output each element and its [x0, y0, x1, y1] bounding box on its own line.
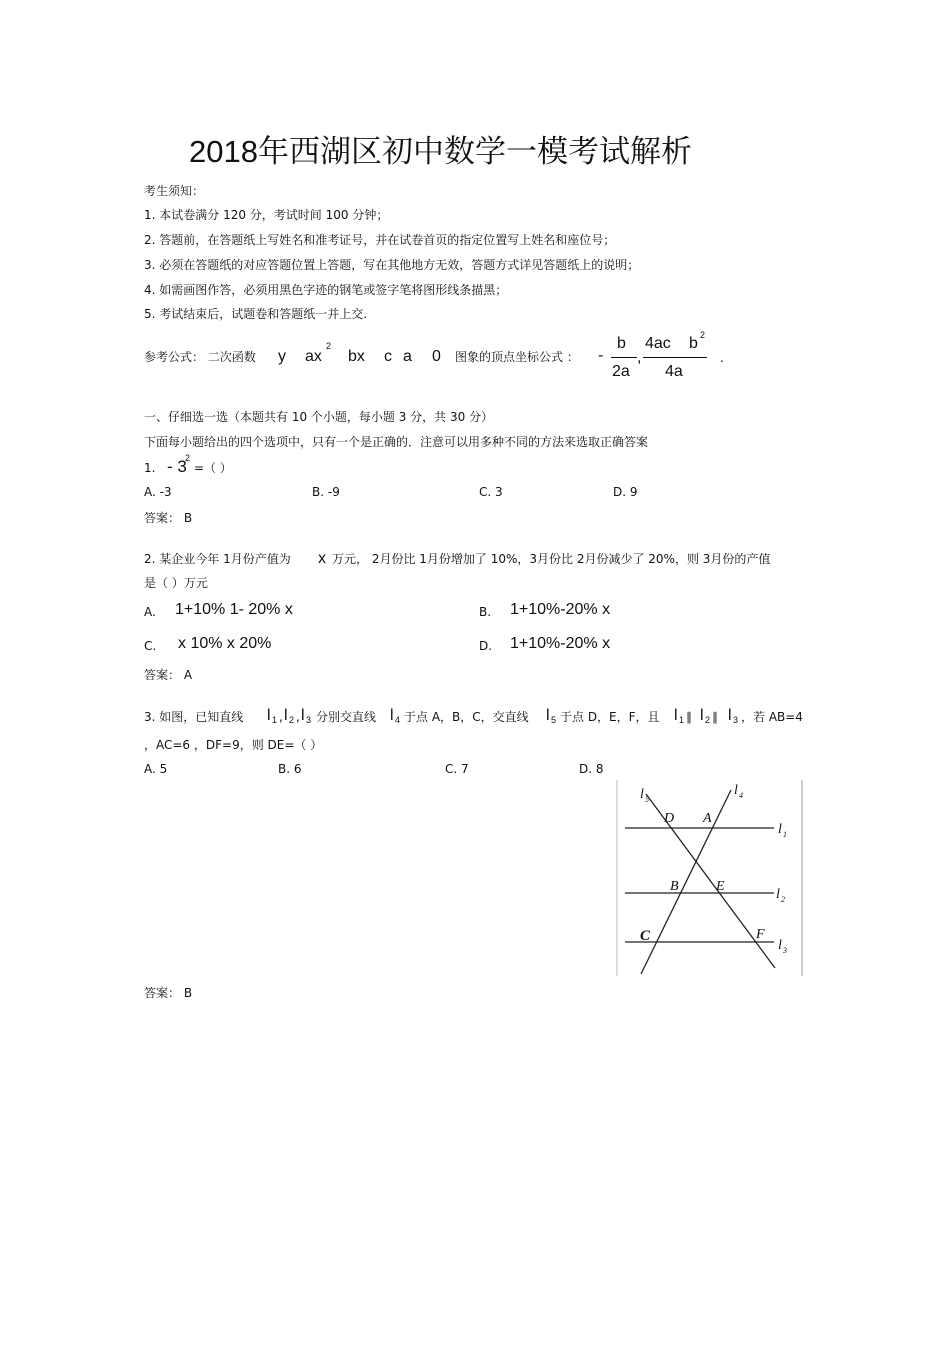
label-l2: l — [776, 887, 780, 902]
label-l5: l — [640, 787, 644, 802]
notice-item: 5. 考试结束后，试题卷和答题纸一并上交. — [144, 307, 368, 321]
notice-heading: 考生须知： — [144, 184, 205, 198]
q3-line-l: l — [267, 707, 271, 724]
fraction2-numerator: 4ac — [645, 335, 671, 352]
answer: 答案： B — [144, 511, 193, 525]
q3-sub: 2 — [289, 715, 295, 725]
answer: 答案： B — [144, 986, 193, 1000]
q2-text-part2: 万元， 2月份比 1月份增加了 10%，3月份比 2月份减少了 20%，则 3月份的产值 — [332, 552, 771, 566]
fraction1-bar — [611, 357, 637, 358]
formula-period: . — [720, 351, 724, 365]
notice-item: 3. 必须在答题纸的对应答题位置上答题，写在其他地方无效，答题方式详见答题纸上的说明； — [144, 258, 640, 272]
option-d-label: D. — [479, 639, 493, 653]
formula-ax: ax — [305, 348, 322, 365]
option-b: 1+10%-20% x — [510, 601, 611, 618]
q3-sub: 3 — [306, 715, 312, 725]
formula-zero: 0 — [432, 348, 441, 365]
q3-parallel: ∥ — [686, 710, 692, 724]
q3-text-mid2: 于点 A，B，C，交直线 — [404, 710, 529, 724]
question-number: 1. — [144, 461, 156, 475]
option-b: B. -9 — [312, 485, 340, 499]
option-d: 1+10%-20% x — [510, 635, 611, 652]
label-l1: l — [778, 822, 782, 837]
parallel-lines-figure — [616, 778, 804, 978]
q3-sub: 5 — [551, 715, 557, 725]
q3-sub: 2 — [705, 715, 711, 725]
option-c: C. 7 — [445, 762, 469, 776]
notice-item: 4. 如需画图作答，必须用黑色字迹的钢笔或签字笔将图形线条描黑； — [144, 283, 508, 297]
label-A: A — [703, 811, 712, 826]
q2-variable-x: x — [318, 550, 326, 567]
q3-sub: 1 — [679, 715, 685, 725]
label-l1-sub: 1 — [783, 830, 787, 839]
option-c: C. 3 — [479, 485, 503, 499]
q3-parallel: ∥ — [712, 710, 718, 724]
fraction2-exponent: 2 — [700, 330, 706, 340]
q3-sub: 4 — [395, 715, 401, 725]
label-l4: l — [734, 783, 738, 798]
q1-exponent: 2 — [185, 453, 191, 463]
section-intro: 下面每小题给出的四个选项中，只有一个是正确的．注意可以用多种不同的方法来选取正确答案 — [144, 435, 649, 449]
formula-label: 参考公式： 二次函数 — [144, 350, 256, 364]
vertex-label: 图象的顶点坐标公式 ： — [455, 350, 579, 364]
fraction2-denominator: 4a — [665, 363, 683, 380]
q3-text-mid1: 分别交直线 — [316, 710, 377, 724]
notice-item: 1. 本试卷满分 120 分，考试时间 100 分钟； — [144, 208, 389, 222]
option-c-label: C. — [144, 639, 157, 653]
formula-bx: bx — [348, 348, 365, 365]
q3-text-mid3: 于点 D，E，F，且 — [560, 710, 660, 724]
label-l2-sub: 2 — [781, 895, 785, 904]
option-a: A. -3 — [144, 485, 172, 499]
q3-text-pre: 3. 如图，已知直线 — [144, 710, 244, 724]
option-c: x 10% x 20% — [178, 635, 272, 652]
fraction2-bar — [643, 357, 707, 358]
formula-y: y — [278, 348, 286, 365]
q1-tail: =（ ） — [194, 461, 232, 475]
q3-line-l: l — [728, 707, 732, 724]
formula-a: a — [403, 348, 412, 365]
label-l5-sub: 5 — [645, 795, 649, 804]
q3-sub: 1 — [272, 715, 278, 725]
option-d: D. 9 — [613, 485, 638, 499]
section-heading: 一、仔细选一选（本题共有 10 个小题，每小题 3 分，共 30 分） — [144, 410, 494, 424]
label-l3-sub: 3 — [783, 946, 787, 955]
option-a: 1+10% 1- 20% x — [175, 601, 293, 618]
fraction1-denominator: 2a — [612, 363, 630, 380]
option-a: A. 5 — [144, 762, 168, 776]
formula-neg: - — [598, 347, 604, 364]
notice-item: 2. 答题前，在答题纸上写姓名和准考证号，并在试卷首页的指定位置写上姓名和座位号； — [144, 233, 616, 247]
option-d: D. 8 — [579, 762, 604, 776]
q3-sep: , — [296, 710, 300, 724]
q3-text-tail: ，若 AB=4 — [741, 710, 803, 724]
q3-line-l: l — [546, 707, 550, 724]
q3-line-l: l — [700, 707, 704, 724]
answer: 答案： A — [144, 668, 193, 682]
q3-line-l: l — [284, 707, 288, 724]
label-F: F — [756, 927, 765, 942]
formula-c: c — [384, 348, 392, 365]
q1-expression: - 3 — [167, 457, 187, 476]
q3-line-l: l — [390, 707, 394, 724]
q2-text-line2: 是（ ）万元 — [144, 576, 208, 590]
formula-exponent: 2 — [326, 341, 332, 351]
q3-sep: , — [279, 710, 283, 724]
label-l3: l — [778, 938, 782, 953]
label-l4-sub: 4 — [739, 791, 743, 800]
formula-comma: , — [637, 349, 642, 366]
q3-text-line2: ，AC=6 ，DF=9，则 DE=（ ） — [144, 738, 323, 752]
option-b: B. 6 — [278, 762, 302, 776]
fraction1-numerator: b — [617, 335, 626, 352]
option-b-label: B. — [479, 605, 492, 619]
label-C: C — [640, 928, 651, 944]
q3-line-l: l — [301, 707, 305, 724]
fraction2-numerator-b: b — [689, 335, 698, 352]
q3-line-l: l — [674, 707, 678, 724]
page-title: 2018年西湖区初中数学一模考试解析 — [189, 134, 692, 169]
label-D: D — [664, 811, 675, 826]
q2-text-part1: 2. 某企业今年 1月份产值为 — [144, 552, 291, 566]
option-a-label: A. — [144, 605, 156, 619]
label-E: E — [716, 879, 725, 894]
label-B: B — [670, 879, 679, 894]
q3-sub: 3 — [733, 715, 739, 725]
